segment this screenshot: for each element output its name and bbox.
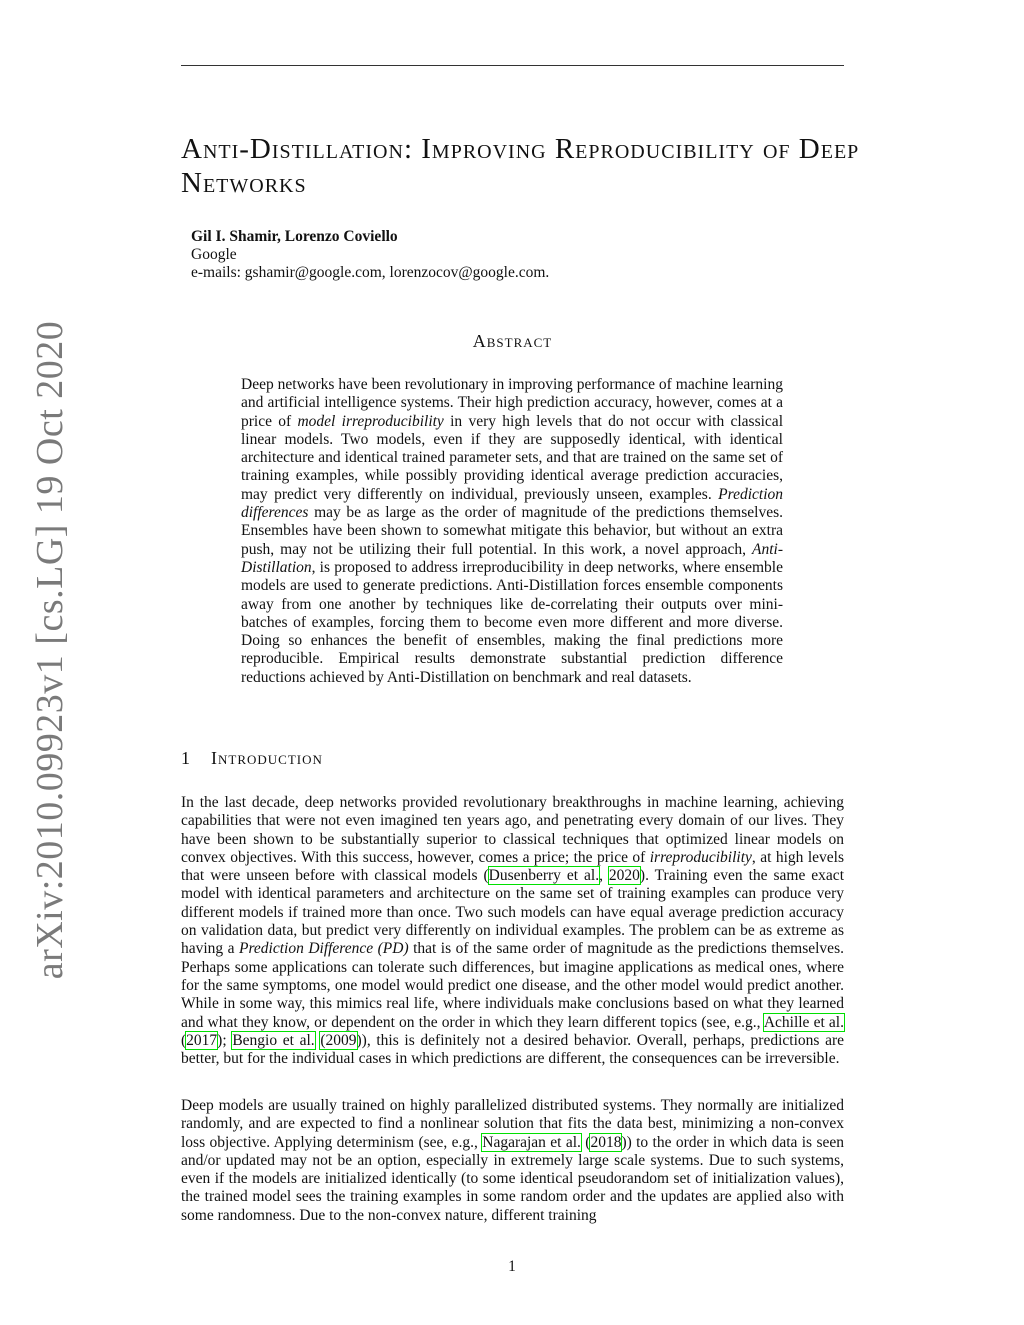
- author-emails: e-mails: gshamir@google.com, lorenzocov@google.com.: [191, 264, 550, 281]
- paragraph-text: (: [181, 1031, 187, 1049]
- section-title: Introduction: [211, 748, 323, 768]
- abstract-text: Deep networks have been revolutionary in improving performance of machine learning and artificial intelligence systems. Their high prediction accuracy, however, comes at a price of: [241, 376, 783, 430]
- arxiv-stamp: arXiv:2010.09923v1 [cs.LG] 19 Oct 2020: [29, 320, 71, 980]
- paragraph-text: that is of the same order of magnitude as the predictions themselves. Perhaps some applications can tolerate such differences, but imagine applications as medical ones, where for the same symptoms, one model would predict one disease, and the other model would predict another. While in some way, this mimics real life, where individuals make conclusions based on what they learned and what they know, or dependent on the order in which they learn different topics (see, e.g.,: [181, 940, 844, 1031]
- top-rule: [181, 65, 844, 66]
- citation-year-link[interactable]: 2017: [186, 1031, 218, 1049]
- author-block: [191, 228, 831, 282]
- abstract-text: , is proposed to address irreproducibility in deep networks, where ensemble models are used to generate predictions. Anti-Distillation forces ensemble components away from one another by techniques like de-correlating their outputs over mini-batches of examples, forcing them to become even more different and more diverse. Doing so enhances the benefit of ensembles, making the final predictions more reproducible. Empirical results demonstrate substantial prediction difference reductions achieved by Anti-Distillation on benchmark and real datasets.: [241, 558, 783, 686]
- abstract-text: may be as large as the order of magnitude of the predictions themselves. Ensembles have been shown to somewhat mitigate this behavior, but without an extra push, may not be utilizing their full potential. In this work, a novel approach,: [241, 504, 783, 558]
- intro-paragraph-2: [181, 1097, 844, 1225]
- abstract-text: in very high levels that do not occur with classical linear models. Two models, even if they are supposedly identical, with identical architecture and identical trained parameter sets, and that are trained on the same set of training examples, while possibly providing identical average prediction accuracies, may predict very differently on individual, previously unseen, examples.: [241, 412, 783, 503]
- paragraph-text: )) to the order in which data is seen and/or updated may not be an option, especially in extremely large scale systems. Due to such systems, even if the models are initialized identically (to some identical pseudorandom set of initialization values), the trained model sees the training examples in some random order and the updates are applied also with some randomness. Due to the non-convex nature, different training: [181, 1133, 844, 1224]
- abstract-emphasis: Anti-Distillation: [241, 540, 783, 576]
- intro-paragraph-1: [181, 794, 844, 1068]
- paragraph-text: ,: [599, 867, 609, 885]
- paragraph-text: )), this is definitely not a desired behavior. Overall, perhaps, predictions are better, but for the individual cases in which predictions are different, the consequences can be irreversible.: [181, 1031, 845, 1068]
- author-affiliation: Google: [191, 246, 237, 263]
- citation-year-link[interactable]: 2018: [590, 1133, 622, 1151]
- citation-link[interactable]: Achille et al.: [763, 1013, 844, 1031]
- paragraph-emphasis: Prediction Difference (PD): [239, 940, 409, 958]
- abstract-emphasis: model irreproducibility: [297, 412, 444, 430]
- paragraph-text: Deep models are usually trained on highly parallelized distributed systems. They normally are initialized randomly, and are expected to find a nonlinear solution that fits the data best, minimizing a non-convex loss objective. Applying determinism (see, e.g.,: [181, 1097, 844, 1151]
- paragraph-text: , at high levels that were unseen before with classical models (: [181, 848, 844, 885]
- paragraph-text: );: [217, 1031, 233, 1049]
- paragraph-text: In the last decade, deep networks provided revolutionary breakthroughs in machine learning, achieving capabilities that were not even imagined ten years ago, and penetrating every domain of our lives. They have been shown to be substantially superior to classical techniques that optimized linear models on convex objectives. With this success, however, comes a price; the price of: [181, 794, 844, 866]
- paragraph-text: ). Training even the same exact model with identical parameters and architecture on the same set of training examples can produce very different models if trained more than once. Two such models can have equal average prediction accuracy on validation data, but predict very differently on individual examples. The problem can be as extreme as having a: [181, 867, 844, 958]
- paragraph-emphasis: irreproducibility: [649, 848, 752, 866]
- section-heading-introduction: [181, 748, 844, 769]
- citation-link[interactable]: Nagarajan et al.: [482, 1133, 581, 1151]
- abstract-heading: Abstract: [472, 331, 553, 351]
- section-number: 1: [181, 748, 190, 768]
- paper-title: Anti-Distillation: Improving Reproducibility of Deep Networks: [181, 133, 860, 199]
- abstract-body: [241, 376, 783, 687]
- abstract-emphasis: Prediction differences: [241, 485, 783, 522]
- paragraph-text: (: [580, 1133, 591, 1151]
- citation-link[interactable]: Bengio et al.: [232, 1031, 315, 1049]
- citation-year-link[interactable]: (2009: [320, 1031, 357, 1049]
- citation-year-link[interactable]: 2020: [608, 867, 640, 885]
- author-names: Gil I. Shamir, Lorenzo Coviello: [191, 228, 398, 245]
- citation-link[interactable]: Dusenberry et al.: [488, 867, 600, 885]
- page-number: 1: [508, 1258, 516, 1275]
